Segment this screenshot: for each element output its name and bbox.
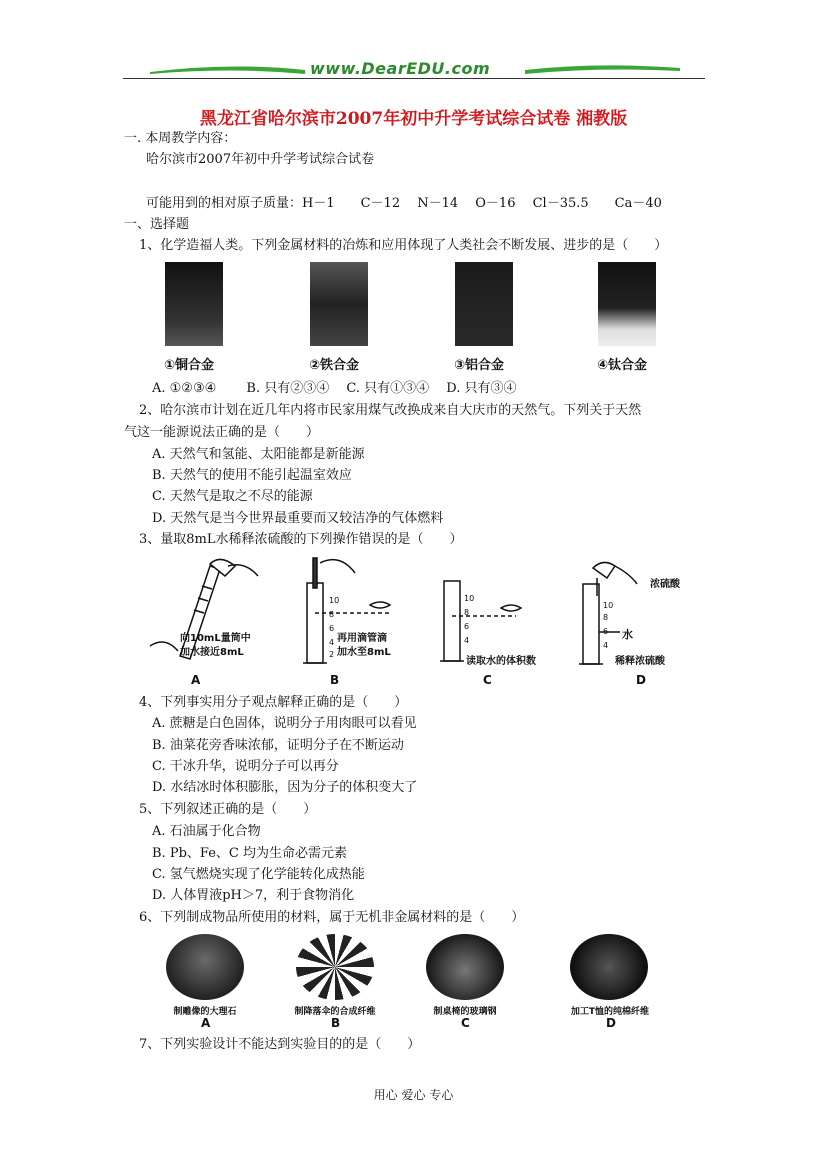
header-logo (150, 58, 680, 80)
q3-fig-b-scale-4: 4 (329, 638, 335, 647)
q3-fig-b-line2: 加水至8mL (337, 647, 391, 658)
q6-caption-b: 制降落伞的合成纤维 (294, 1007, 376, 1017)
q4-option-a: A. 蔗糖是白色固体，说明分子用肉眼可以看见 (152, 716, 417, 731)
q1-photo-2 (310, 262, 368, 346)
q3-fig-c-scale-8: 8 (464, 608, 470, 617)
q4-option-b: B. 油菜花旁香味浓郁，证明分子在不断运动 (152, 738, 404, 753)
q5-option-a: A. 石油属于化合物 (152, 824, 261, 839)
q3-letter-d: D (636, 673, 646, 687)
q3-fig-c-label: 读取水的体积数 (466, 656, 536, 667)
q3-fig-c-scale-10: 10 (464, 594, 475, 603)
q2-option-a: A. 天然气和氢能、太阳能都是新能源 (152, 447, 365, 462)
q4-stem: 4、下列事实用分子观点解释正确的是（ ） (139, 695, 408, 710)
q3-fig-b-scale-6: 6 (329, 624, 335, 633)
q3-letter-b: B (330, 673, 340, 687)
q1-photo-4 (598, 262, 656, 346)
q6-letter-b: B (331, 1016, 341, 1030)
page-footer: 用心 爱心 专心 (373, 1088, 454, 1102)
q5-option-c: C. 氢气燃烧实现了化学能转化成热能 (152, 867, 365, 882)
q3-fig-b-label (337, 632, 391, 660)
header-rule (123, 78, 705, 79)
q6-caption-a: 制雕像的大理石 (173, 1007, 237, 1017)
q3-fig-d-scale-10: 10 (603, 601, 614, 610)
q6-letter-a: A (201, 1016, 211, 1030)
q4-option-d: D. 水结冰时体积膨胀，因为分子的体积变大了 (152, 780, 418, 795)
q1-stem: 1、化学造福人类。下列金属材料的冶炼和应用体现了人类社会不断发展、进步的是（ ） (139, 238, 668, 253)
q3-fig-a-line1: 向10mL量筒中 (180, 633, 251, 644)
q3-fig-b-scale-10: 10 (329, 596, 340, 605)
q2-stem-line1: 2、哈尔滨市计划在近几年内将市民家用煤气改换成来自大庆市的天然气。下列关于天然 (139, 403, 642, 418)
q3-fig-b-line1: 再用滴管滴 (337, 633, 387, 644)
atomic-masses: 可能用到的相对原子质量：H－1 C－12 N－14 O－16 Cl－35.5 Ca－40 (146, 196, 662, 211)
q7-stem: 7、下列实验设计不能达到实验目的的是（ ） (139, 1037, 421, 1052)
q1-photo-1 (165, 262, 223, 346)
q2-option-d: D. 天然气是当今世界最重要而又较洁净的气体燃料 (152, 511, 444, 526)
q1-caption-2: ②铁合金 (309, 358, 360, 373)
q6-image-a (166, 934, 244, 1000)
q6-letter-c: C (461, 1016, 470, 1030)
q3-fig-b-scale-8: 8 (329, 610, 335, 619)
q3-fig-d-scale-4: 4 (603, 641, 609, 650)
q6-caption-c: 制桌椅的玻璃钢 (433, 1007, 497, 1017)
q1-photo-3 (455, 262, 513, 346)
q6-image-c (426, 934, 504, 1000)
q6-image-d (570, 934, 648, 1000)
q3-fig-d-label-dilute: 稀释浓硫酸 (615, 656, 665, 667)
q6-stem: 6、下列制成物品所使用的材料，属于无机非金属材料的是（ ） (139, 910, 525, 925)
page-title: 黑龙江省哈尔滨市2007年初中升学考试综合试卷 湘教版 (199, 109, 628, 129)
q5-stem: 5、下列叙述正确的是（ ） (139, 802, 317, 817)
q2-stem-line2: 气这一能源说法正确的是（ ） (124, 425, 320, 440)
q3-fig-d-scale-8: 8 (603, 613, 609, 622)
q1-caption-1: ①铜合金 (164, 358, 215, 373)
q3-stem: 3、量取8mL水稀释浓硫酸的下列操作错误的是（ ） (139, 532, 463, 547)
q4-option-c: C. 干冰升华，说明分子可以再分 (152, 759, 339, 774)
q2-option-c: C. 天然气是取之不尽的能源 (152, 489, 313, 504)
q2-option-b: B. 天然气的使用不能引起温室效应 (152, 468, 352, 483)
q3-letter-a: A (191, 673, 201, 687)
section-heading-choice: 一、选择题 (124, 217, 190, 232)
q1-caption-4: ④钛合金 (597, 358, 648, 373)
q1-options: A. ①②③④ B. 只有②③④ C. 只有①③④ D. 只有③④ (152, 381, 517, 396)
q6-image-b (296, 934, 374, 1000)
q5-option-d: D. 人体胃液pH＞7，利于食物消化 (152, 888, 355, 903)
q3-fig-d-scale-6: 6 (603, 627, 609, 636)
logo-text: www.DearEDU.com (310, 59, 491, 78)
q6-letter-d: D (606, 1016, 616, 1030)
q3-fig-a-line2: 加水接近8mL (180, 647, 244, 658)
section-content-text: 哈尔滨市2007年初中升学考试综合试卷 (146, 152, 375, 167)
q3-fig-d-label-acid: 浓硫酸 (650, 579, 680, 590)
q1-caption-3: ③铝合金 (454, 358, 505, 373)
section-heading-content: 一. 本周教学内容： (124, 131, 237, 146)
q6-caption-d: 加工T恤的纯棉纤维 (570, 1007, 650, 1017)
q3-fig-b-scale-2: 2 (329, 650, 335, 659)
q5-option-b: B. Pb、Fe、C 均为生命必需元素 (152, 846, 347, 861)
q3-letter-c: C (483, 673, 492, 687)
q3-fig-a-label (180, 632, 251, 660)
q3-fig-c-scale-4: 4 (464, 636, 470, 645)
q3-fig-c-scale-6: 6 (464, 622, 470, 631)
q3-fig-d-label-water: 水 (622, 628, 633, 641)
